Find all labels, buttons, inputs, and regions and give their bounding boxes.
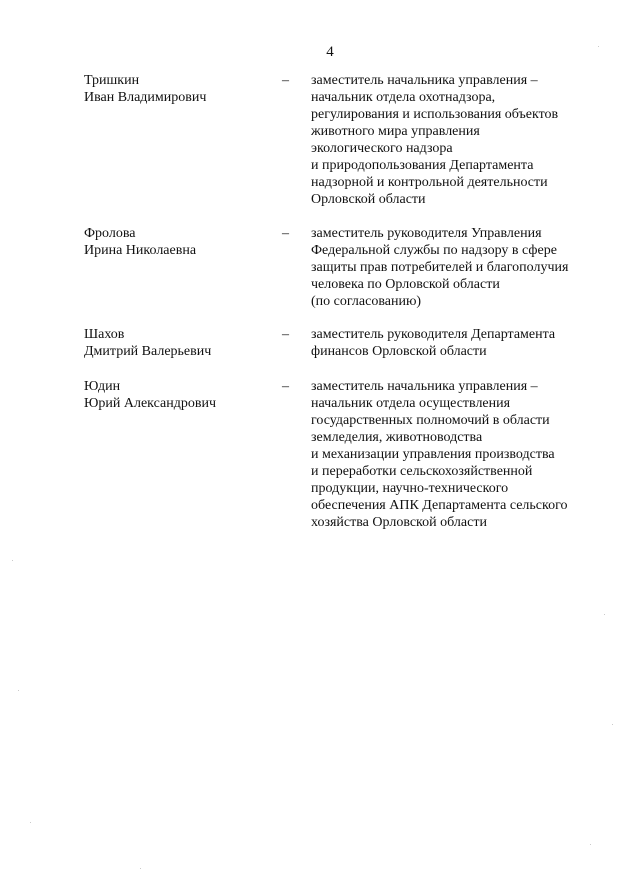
scan-speck bbox=[590, 844, 591, 845]
position-text bbox=[311, 378, 568, 531]
dash: – bbox=[282, 226, 289, 241]
position-line: животного мира управления bbox=[311, 124, 480, 139]
surname: Тришкин bbox=[84, 73, 140, 88]
surname: Шахов bbox=[84, 327, 125, 342]
position-line: начальник отдела охотнадзора, bbox=[311, 90, 496, 105]
position-line: хозяйства Орловской области bbox=[311, 515, 487, 530]
position-line: заместитель начальника управления – bbox=[311, 73, 538, 88]
person-name bbox=[84, 378, 216, 412]
position-line: обеспечения АПК Департамента сельского bbox=[311, 498, 568, 513]
position-line: и переработки сельскохозяйственной bbox=[311, 464, 533, 479]
scan-speck bbox=[604, 614, 605, 615]
dash: – bbox=[282, 379, 289, 394]
position-line: экологического надзора bbox=[311, 141, 453, 156]
position-line: и природопользования Департамента bbox=[311, 158, 534, 173]
position-text bbox=[311, 326, 555, 360]
position-line: заместитель руководителя Департамента bbox=[311, 327, 556, 342]
position-text bbox=[311, 72, 558, 208]
scan-speck bbox=[598, 46, 599, 47]
position-line: регулирования и использования объектов bbox=[311, 107, 559, 122]
position-line: продукции, научно-технического bbox=[311, 481, 509, 496]
position-line: земледелия, животноводства bbox=[311, 430, 483, 445]
position-line: государственных полномочий в области bbox=[311, 413, 550, 428]
person-name bbox=[84, 326, 211, 360]
surname: Юдин bbox=[84, 379, 121, 394]
given-names: Юрий Александрович bbox=[84, 396, 216, 411]
scan-speck bbox=[18, 690, 19, 691]
person-name bbox=[84, 225, 196, 259]
position-line: Орловской области bbox=[311, 192, 426, 207]
scan-speck bbox=[12, 560, 13, 561]
position-line: (по согласованию) bbox=[311, 294, 422, 309]
position-line: человека по Орловской области bbox=[311, 277, 500, 292]
person-name bbox=[84, 72, 206, 106]
position-line: Федеральной службы по надзору в сфере bbox=[311, 243, 557, 258]
dash: – bbox=[282, 73, 289, 88]
scan-speck bbox=[30, 822, 31, 823]
surname: Фролова bbox=[84, 226, 136, 241]
given-names: Иван Владимирович bbox=[84, 90, 207, 105]
given-names: Дмитрий Валерьевич bbox=[84, 344, 212, 359]
position-line: надзорной и контрольной деятельности bbox=[311, 175, 548, 190]
dash: – bbox=[282, 327, 289, 342]
position-line: заместитель руководителя Управления bbox=[311, 226, 542, 241]
scan-speck bbox=[140, 868, 141, 869]
page-number: 4 bbox=[326, 44, 334, 60]
position-line: финансов Орловской области bbox=[311, 344, 487, 359]
position-line: начальник отдела осуществления bbox=[311, 396, 511, 411]
position-line: заместитель начальника управления – bbox=[311, 379, 538, 394]
given-names: Ирина Николаевна bbox=[84, 243, 197, 258]
scan-speck bbox=[612, 724, 613, 725]
position-text bbox=[311, 225, 568, 310]
position-line: и механизации управления производства bbox=[311, 447, 555, 462]
position-line: защиты прав потребителей и благополучия bbox=[311, 260, 569, 275]
